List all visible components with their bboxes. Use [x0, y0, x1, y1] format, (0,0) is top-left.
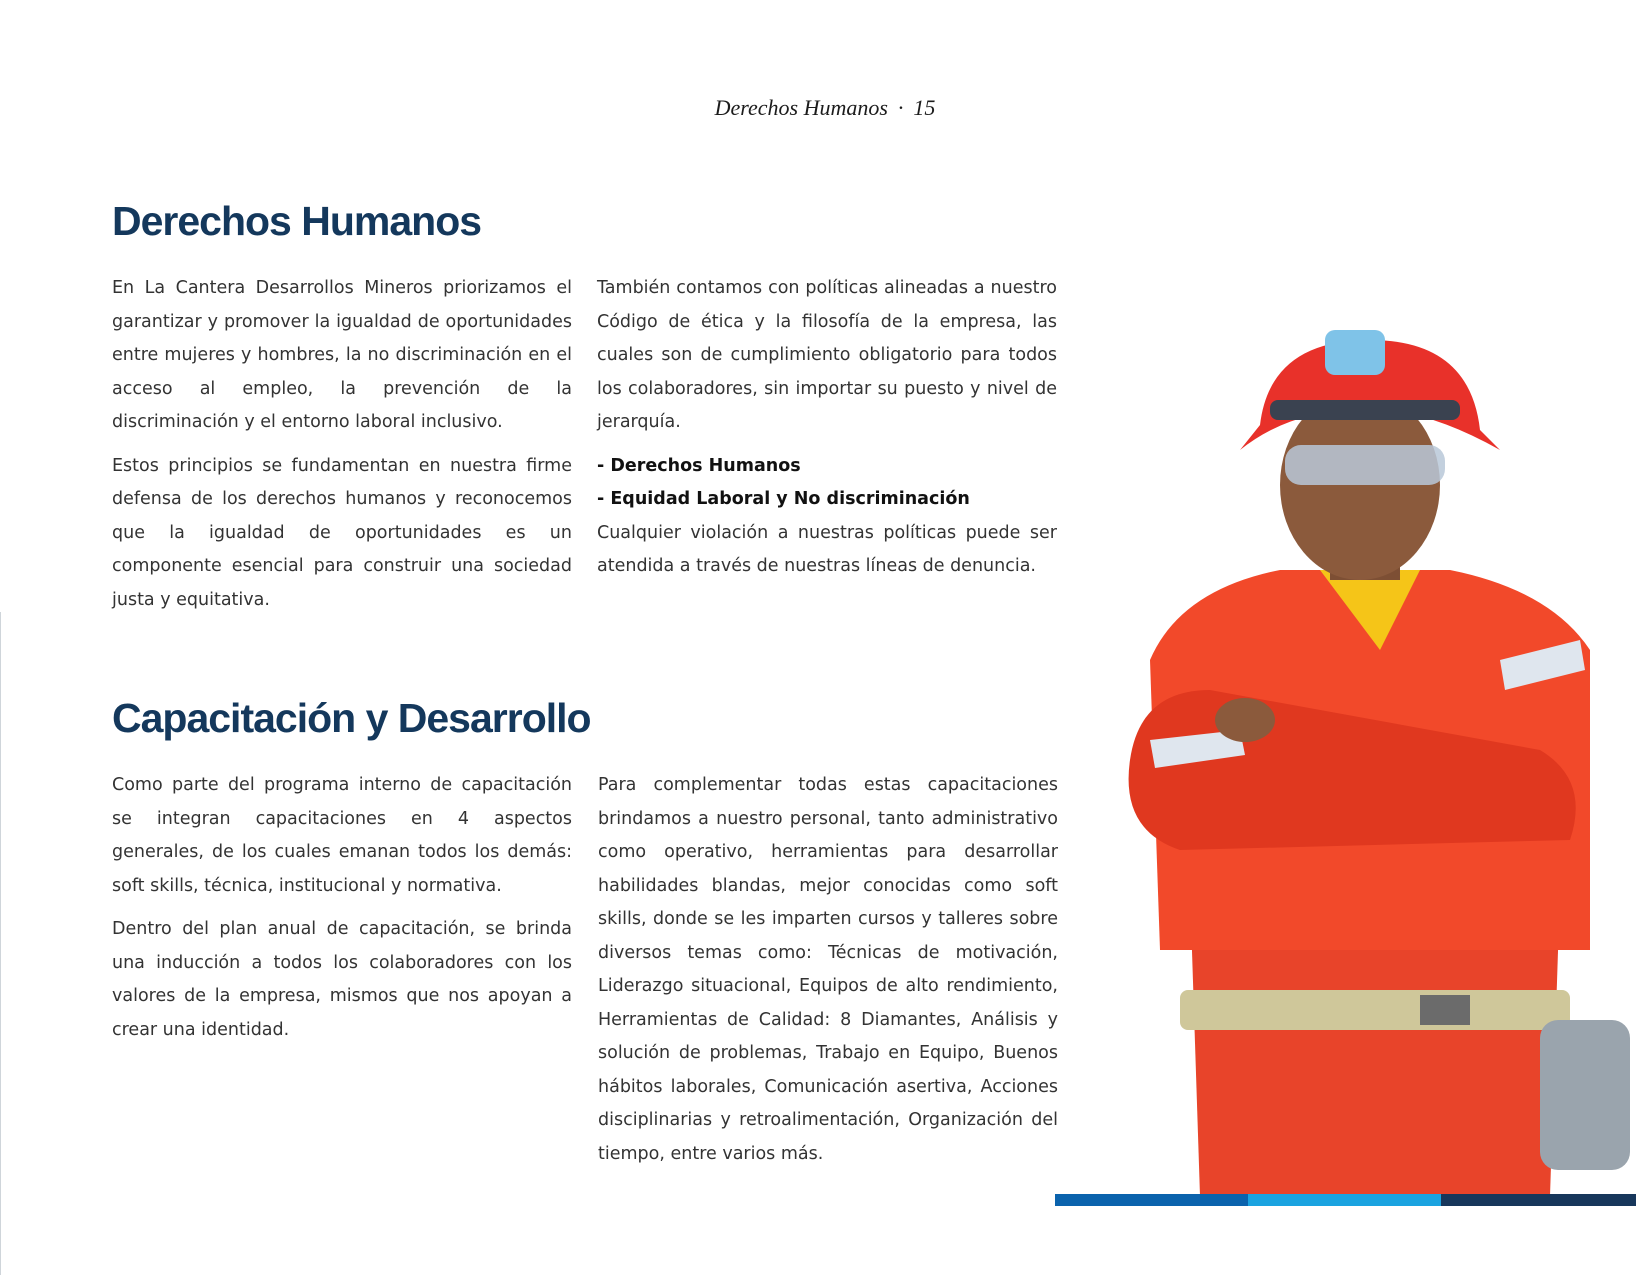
page-number: 15 [913, 95, 936, 120]
paragraph: Cualquier violación a nuestras políticas puede ser atendida a través de nuestras líneas de denuncia. [597, 522, 1057, 576]
left-margin-rule [0, 612, 1, 1275]
color-stripe-1 [1055, 1194, 1248, 1206]
belt-buckle [1420, 995, 1470, 1025]
paragraph: En La Cantera Desarrollos Mineros priorizamos el garantizar y promover la igualdad de oportunidades entre mujeres y hombres, la no discriminación en el acceso al empleo, la prevención de la discriminación y el entorno laboral inclusivo. [112, 278, 572, 432]
section2-column-1 [112, 769, 572, 1057]
paragraph: Como parte del programa interno de capacitación se integran capacitaciones en 4 aspectos generales, de los cuales emanan todos los demás: soft skills, técnica, institucional y normativa. [112, 775, 572, 896]
section2-column-2 [598, 769, 1058, 1181]
paragraph: Dentro del plan anual de capacitación, se brinda una inducción a todos los colaboradores con los valores de la empresa, mismos que nos apoyan a crear una identidad. [112, 919, 572, 1040]
section-title-derechos-humanos: Derechos Humanos [112, 198, 482, 244]
lamp-battery [1540, 1020, 1630, 1170]
color-stripe-2 [1248, 1194, 1441, 1206]
section1-column-2 [597, 272, 1057, 594]
hand [1215, 698, 1275, 742]
helmet-band [1270, 400, 1460, 420]
policy-item: - Derechos Humanos [597, 455, 801, 476]
running-header [0, 95, 1650, 121]
miner-worker-photo-icon [1120, 330, 1640, 1196]
tool-belt [1180, 990, 1570, 1030]
section1-column-1 [112, 272, 572, 627]
color-stripe-3 [1441, 1194, 1636, 1206]
paragraph: Para complementar todas estas capacitaciones brindamos a nuestro personal, tanto administrativo como operativo, herramientas para desarrollar habilidades blandas, mejor conocidas como soft skills, donde se les imparten cursos y talleres sobre diversos temas como: Técnicas de motivación, Liderazgo situacional, Equipos de alto rendimiento, Herramientas de Calidad: 8 Diamantes, Análisis y solución de problemas, Trabajo en Equipo, Buenos hábitos laborales, Comunicación asertiva, Acciones disciplinarias y retroalimentación, Organización del tiempo, entre varios más. [598, 775, 1058, 1164]
paragraph: Estos principios se fundamentan en nuestra firme defensa de los derechos humanos y reconocemos que la igualdad de oportunidades es un componente esencial para construir una sociedad justa y equitativa. [112, 455, 572, 610]
paragraph: También contamos con políticas alineadas a nuestro Código de ética y la filosofía de la empresa, las cuales son de cumplimiento obligatorio para todos los colaboradores, sin importar su puesto y nivel de jerarquía. [597, 278, 1057, 432]
policy-item: - Equidad Laboral y No discriminación [597, 489, 970, 509]
headlamp [1325, 330, 1385, 375]
safety-glasses [1285, 445, 1445, 485]
header-separator: · [897, 95, 904, 120]
section-title-capacitacion: Capacitación y Desarrollo [112, 695, 591, 741]
running-title: Derechos Humanos [714, 95, 888, 120]
policy-list [597, 450, 1057, 517]
